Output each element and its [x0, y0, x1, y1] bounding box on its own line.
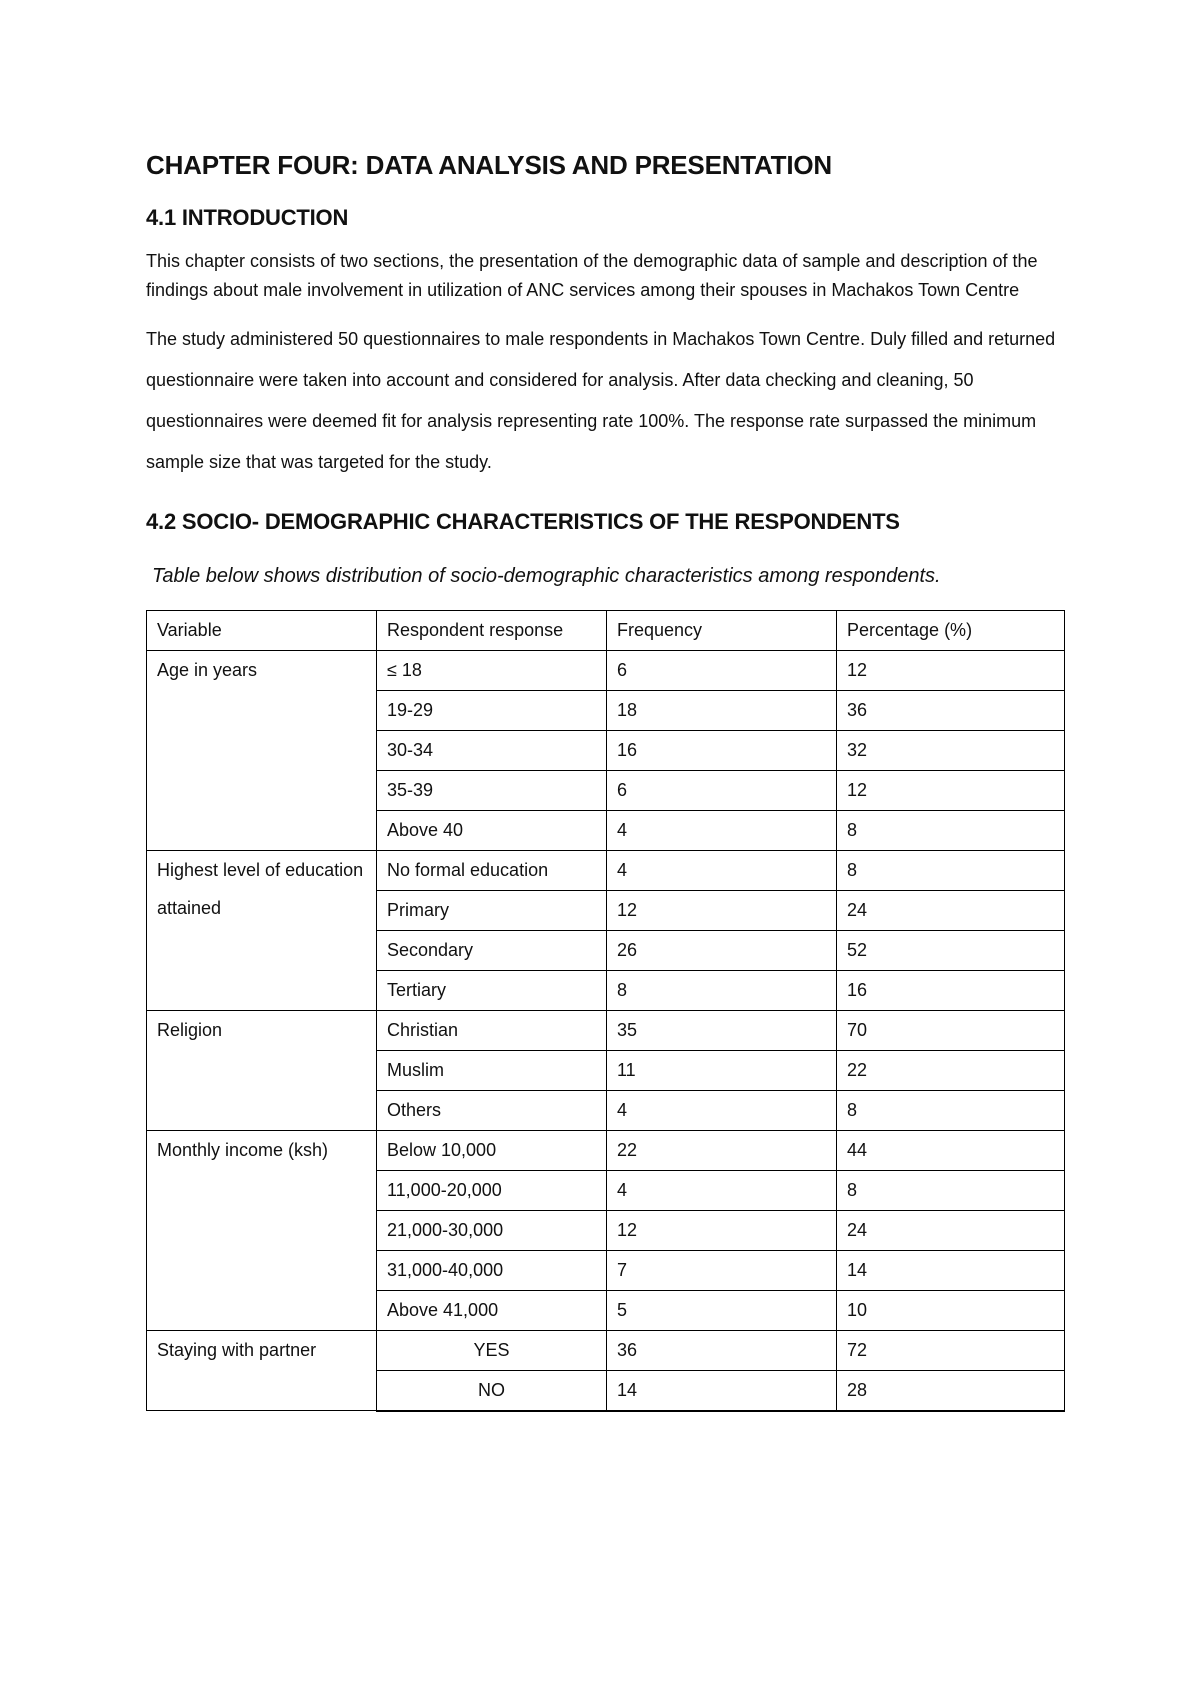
frequency-cell: 4: [607, 1091, 837, 1131]
percentage-cell: 24: [837, 1211, 1065, 1251]
response-cell: Muslim: [377, 1051, 607, 1091]
response-cell: NO: [377, 1371, 607, 1411]
header-frequency: Frequency: [607, 611, 837, 651]
frequency-cell: 16: [607, 731, 837, 771]
variable-cell: Religion: [147, 1011, 377, 1131]
header-percentage: Percentage (%): [837, 611, 1065, 651]
response-cell: Tertiary: [377, 971, 607, 1011]
percentage-cell: 24: [837, 891, 1065, 931]
percentage-cell: 8: [837, 811, 1065, 851]
response-cell: 21,000-30,000: [377, 1211, 607, 1251]
percentage-cell: 32: [837, 731, 1065, 771]
frequency-cell: 8: [607, 971, 837, 1011]
response-cell: Christian: [377, 1011, 607, 1051]
response-cell: 35-39: [377, 771, 607, 811]
table-caption: Table below shows distribution of socio-demographic characteristics among respondents.: [152, 565, 941, 587]
chapter-title: CHAPTER FOUR: DATA ANALYSIS AND PRESENTATION: [146, 150, 832, 180]
response-cell: No formal education: [377, 851, 607, 891]
table-row: [147, 1331, 1065, 1371]
frequency-cell: 4: [607, 811, 837, 851]
percentage-cell: 14: [837, 1251, 1065, 1291]
percentage-cell: 8: [837, 1171, 1065, 1211]
table-row: [147, 851, 1065, 891]
variable-cell: Age in years: [147, 651, 377, 851]
percentage-cell: 22: [837, 1051, 1065, 1091]
frequency-cell: 5: [607, 1291, 837, 1331]
demographics-table: [146, 610, 1065, 1412]
frequency-cell: 6: [607, 651, 837, 691]
percentage-cell: 8: [837, 851, 1065, 891]
response-cell: 30-34: [377, 731, 607, 771]
study-paragraph: The study administered 50 questionnaires to male respondents in Machakos Town Centre. Duly filled and returned questionnaire were taken into account and considered for analysis. After data checking and cleaning, 50 questionnaires were deemed fit for analysis representing rate 100%. The response rate surpassed the minimum sample size that was targeted for the study.: [146, 329, 1056, 472]
response-cell: 11,000-20,000: [377, 1171, 607, 1211]
percentage-cell: 70: [837, 1011, 1065, 1051]
frequency-cell: 11: [607, 1051, 837, 1091]
table-row: [147, 1011, 1065, 1051]
percentage-cell: 72: [837, 1331, 1065, 1371]
frequency-cell: 7: [607, 1251, 837, 1291]
frequency-cell: 4: [607, 1171, 837, 1211]
frequency-cell: 12: [607, 1211, 837, 1251]
frequency-cell: 6: [607, 771, 837, 811]
frequency-cell: 36: [607, 1331, 837, 1371]
percentage-cell: 52: [837, 931, 1065, 971]
frequency-cell: 4: [607, 851, 837, 891]
percentage-cell: 28: [837, 1371, 1065, 1411]
frequency-cell: 22: [607, 1131, 837, 1171]
percentage-cell: 10: [837, 1291, 1065, 1331]
percentage-cell: 16: [837, 971, 1065, 1011]
percentage-cell: 44: [837, 1131, 1065, 1171]
response-cell: 19-29: [377, 691, 607, 731]
table-row: [147, 651, 1065, 691]
table-header-row: [147, 611, 1065, 651]
percentage-cell: 12: [837, 651, 1065, 691]
response-cell: Below 10,000: [377, 1131, 607, 1171]
frequency-cell: 12: [607, 891, 837, 931]
variable-cell: Staying with partner: [147, 1331, 377, 1411]
header-respondent-response: Respondent response: [377, 611, 607, 651]
response-cell: YES: [377, 1331, 607, 1371]
percentage-cell: 8: [837, 1091, 1065, 1131]
percentage-cell: 36: [837, 691, 1065, 731]
response-cell: Above 41,000: [377, 1291, 607, 1331]
response-cell: 31,000-40,000: [377, 1251, 607, 1291]
document-content: [146, 150, 1064, 1412]
frequency-cell: 35: [607, 1011, 837, 1051]
intro-paragraph: This chapter consists of two sections, the presentation of the demographic data of sample and description of the findings about male involvement in utilization of ANC services among their spouses in Machakos Town Centre: [146, 251, 1038, 300]
header-variable: Variable: [147, 611, 377, 651]
section-heading-introduction: 4.1 INTRODUCTION: [146, 205, 349, 230]
response-cell: Secondary: [377, 931, 607, 971]
frequency-cell: 14: [607, 1371, 837, 1411]
variable-cell: Monthly income (ksh): [147, 1131, 377, 1331]
percentage-cell: 12: [837, 771, 1065, 811]
response-cell: Above 40: [377, 811, 607, 851]
demographics-table-body: [147, 611, 1065, 1411]
frequency-cell: 18: [607, 691, 837, 731]
response-cell: ≤ 18: [377, 651, 607, 691]
section-heading-socio-demographic: 4.2 SOCIO- DEMOGRAPHIC CHARACTERISTICS OF THE RESPONDENTS: [146, 509, 900, 534]
table-row: [147, 1131, 1065, 1171]
response-cell: Others: [377, 1091, 607, 1131]
response-cell: Primary: [377, 891, 607, 931]
frequency-cell: 26: [607, 931, 837, 971]
variable-cell: Highest level of education attained: [147, 851, 377, 1011]
